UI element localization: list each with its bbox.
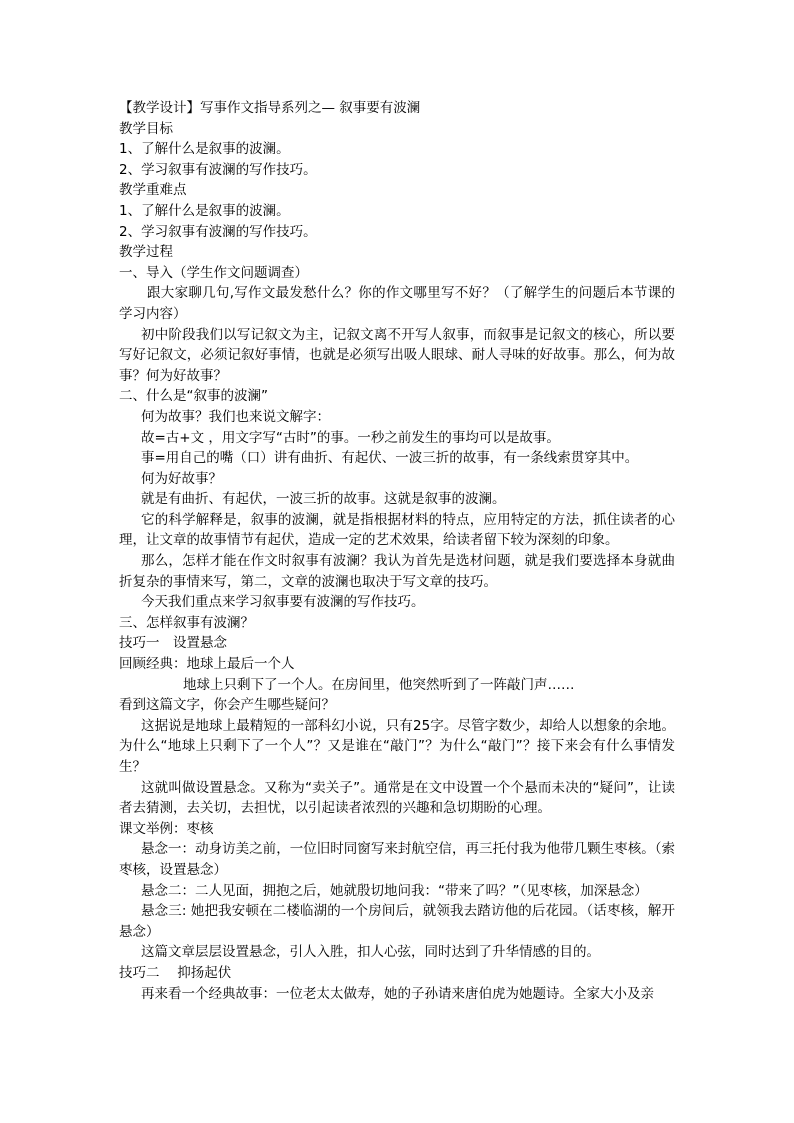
suspense-item: 悬念二：二人见面，拥抱之后，她就殷切地问我：“带来了吗？”（见枣核，加深悬念） [141,882,648,899]
tip1-heading: 技巧一 设置悬念 [119,635,227,652]
section2-heading: 二、什么是“叙事的波澜” [119,388,268,405]
suspense-item: 悬念一：动身访美之前，一位旧时同窗写来封航空信，再三托付我为他带几颗生枣核。（索枣核，设置悬念） [119,841,675,878]
suspense-paragraph: 这就叫做设置悬念。又称为“卖关子”。通常是在文中设置一个个悬而未决的“疑问”，让读者去猜测，去关切，去担忧，以引起读者浓烈的兴趣和急切期盼的心理。 [119,779,675,817]
last-paragraph-line: 再来看一个经典故事：一位老太太做寿，她的子孙请来唐伯虎为她题诗。全家大小及亲 [141,985,654,1002]
goal-item: 2、学习叙事有波澜的写作技巧。 [119,161,317,178]
document-title: 【教学设计】写事作文指导系列之— 叙事要有波澜 [119,100,421,116]
novel-paragraph: 这据说是地球上最精短的一部科幻小说，只有25字。尽管字数少，却给人以想象的余地。为什么“地球上只剩下了一个人”？又是谁在“敲门”？为什么“敲门”？接下来会有什么事情发生？ [119,717,675,775]
section2-line: 何为故事？我们也来说文解字： [141,408,330,425]
tip2-heading: 技巧二 抑扬起伏 [119,964,232,981]
example-heading: 课文举例：枣核 [119,820,214,837]
section2-line: 今天我们重点来学习叙事要有波澜的写作技巧。 [141,594,425,611]
section1-paragraph: 跟大家聊几句,写作文最发愁什么？你的作文哪里写不好？（了解学生的问题后本节课的学习内容） [119,285,675,322]
section2-line: 何为好故事？ [141,470,222,487]
question-line: 看到这篇文字，你会产生哪些疑问？ [119,697,335,714]
keypoint-item: 2、学习叙事有波澜的写作技巧。 [119,223,317,240]
process-heading: 教学过程 [119,244,173,261]
section1-heading: 一、导入（学生作文问题调查） [119,264,308,281]
section3-heading: 三、怎样叙事有波澜？ [119,614,254,631]
classic-text: 地球上只剩下了一个人。在房间里，他突然听到了一阵敲门声…… [183,676,575,693]
suspense-item: 悬念三: 她把我安顿在二楼临湖的一个房间后，就领我去踏访他的后花园。（话枣核，解开悬念） [119,903,675,940]
classic-heading: 回顾经典：地球上最后一个人 [119,656,295,673]
section2-paragraph: 它的科学解释是，叙事的波澜，就是指根据材料的特点，应用特定的方法，抓住读者的心理，让文章的故事情节有起伏，造成一定的艺术效果，给读者留下较为深刻的印象。 [119,511,675,549]
document-page [119,98,675,1004]
section2-paragraph: 那么，怎样才能在作文时叙事有波澜？我认为首先是选材问题，就是我们要选择本身就曲折复杂的事情来写，第二，文章的波澜也取决于写文章的技巧。 [119,553,675,590]
section2-line: 故=古+文 ，用文字写“古时”的事。一秒之前发生的事均可以是故事。 [141,429,560,446]
section2-line: 事=用自己的嘴（口）讲有曲折、有起伏、一波三折的故事，有一条线索贯穿其中。 [141,450,639,467]
section2-line: 就是有曲折、有起伏，一波三折的故事。这就是叙事的波澜。 [141,491,506,508]
section1-paragraph: 初中阶段我们以写记叙文为主，记叙文离不开写人叙事，而叙事是记叙文的核心，所以要写好记叙文，必须记叙好事情，也就是必须写出吸人眼球、耐人寻味的好故事。那么，何为故事？何为好故事？ [119,326,675,384]
goal-item: 1、了解什么是叙事的波澜。 [119,141,290,158]
conclusion-line: 这篇文章层层设置悬念，引人入胜，扣人心弦，同时达到了升华情感的目的。 [141,944,600,961]
keypoints-heading: 教学重难点 [119,182,187,199]
keypoint-item: 1、了解什么是叙事的波澜。 [119,202,290,219]
goals-heading: 教学目标 [119,120,173,137]
